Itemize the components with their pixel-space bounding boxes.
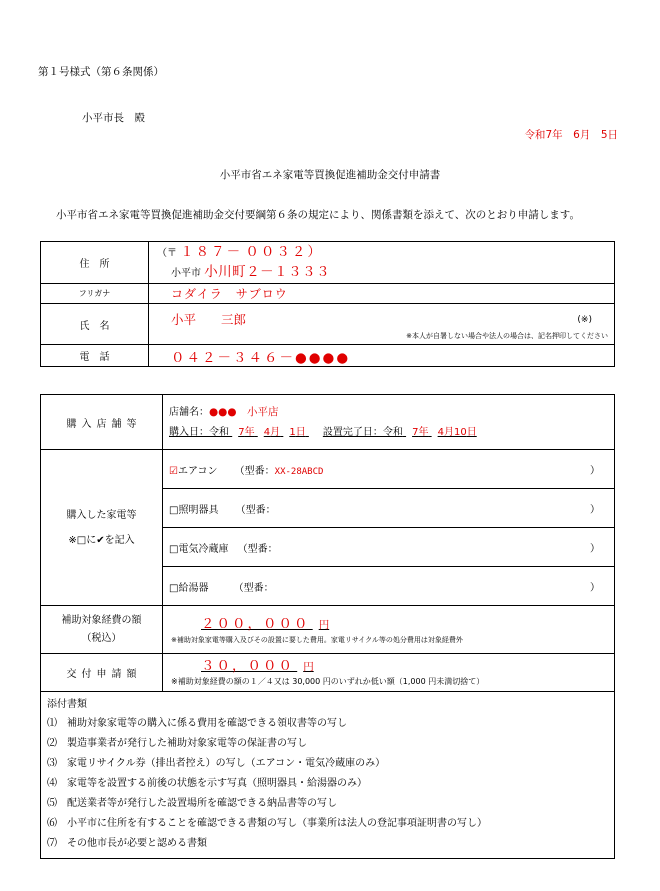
date-month: 6: [573, 129, 580, 141]
attachments-heading: 添付書類: [47, 699, 87, 710]
appliance-label-1: 購入した家電等: [66, 509, 137, 521]
grant-value: ３０，０００: [201, 658, 294, 674]
date-year-unit: 年: [552, 129, 563, 141]
phone-value: ０４２－３４６－●●●●: [171, 349, 351, 366]
postal-first: １８７－: [180, 243, 243, 260]
furigana-label-cell: [41, 284, 149, 304]
install-day: 10: [454, 426, 467, 438]
appliance-label-cell: [41, 450, 163, 606]
grant-label: 交付申請額: [66, 669, 142, 680]
applicant-table: [40, 241, 615, 367]
purchase-date-label: 購入日：令和: [169, 426, 229, 438]
purchase-year-unit: 年: [244, 426, 255, 438]
cost-unit: 円: [318, 618, 330, 631]
date-year: 7: [545, 129, 553, 141]
name-label: 氏 名: [79, 320, 110, 332]
date-month-unit: 月: [579, 129, 591, 141]
date-day: 5: [600, 129, 608, 141]
install-year-unit: 年: [418, 426, 429, 438]
purchase-day: 1: [289, 426, 296, 438]
model-value: XX-28ABCD: [274, 466, 324, 477]
model-close: ）: [590, 582, 600, 594]
attachment-item: ⑺ その他市長が必要と認める書類: [47, 838, 207, 849]
model-label: （型番：: [233, 582, 274, 594]
model-close: ）: [590, 465, 600, 477]
store-cell: [163, 395, 615, 450]
model-label: （型番：: [235, 504, 276, 516]
name-mark: (※): [577, 315, 592, 325]
store-prefix: 店舗名：: [169, 406, 209, 418]
appliance-item-lighting: [163, 489, 615, 528]
postal-second: ００３２）: [245, 243, 323, 260]
name-label-cell: [41, 304, 149, 345]
attachments-cell: [41, 692, 615, 859]
furigana-cell: [149, 284, 615, 304]
attachment-item: ⑶ 家電リサイクル券（排出者控え）の写し（エアコン・電気冷蔵庫のみ）: [47, 758, 386, 769]
model-label: （型番：: [237, 543, 278, 555]
appliance-name: 照明器具: [178, 504, 219, 516]
address-label-cell: [41, 242, 149, 284]
appliance-item-water-heater: [163, 567, 615, 606]
checkbox-checked-icon[interactable]: ☑: [169, 465, 178, 477]
purchase-table: [40, 394, 615, 859]
appliance-name: 電気冷蔵庫: [178, 543, 229, 555]
purchase-year: 7: [238, 426, 245, 438]
store-label-cell: [41, 395, 163, 450]
checkbox-icon[interactable]: □: [169, 543, 179, 555]
install-month-unit: 月: [444, 426, 454, 438]
addressee: 小平市長 殿: [82, 112, 145, 124]
address-city: 小平市: [171, 267, 201, 279]
install-month: 4: [437, 426, 444, 438]
intro-text: 小平市省エネ家電等買換促進補助金交付要綱第６条の規定により、関係書類を添えて、次のとおり申請します。: [56, 209, 580, 221]
appliance-name: エアコン: [177, 465, 218, 477]
purchase-month: 4: [263, 426, 271, 438]
address-cell: [149, 242, 615, 284]
attachment-item: ⑵ 製造事業者が発行した補助対象家電等の保証書の写し: [47, 738, 307, 749]
appliance-item-aircon: [163, 450, 615, 489]
form-number: 第１号様式（第６条関係）: [38, 66, 164, 78]
cost-value: ２００，０００: [201, 615, 310, 632]
grant-note: ※補助対象経費の額の１／４又は 30,000 円のいずれか低い額（1,000 円未満切捨て）: [171, 677, 485, 686]
furigana-value: コダイラ サブロウ: [171, 287, 288, 301]
cost-cell: [163, 606, 615, 654]
grant-unit: 円: [303, 661, 314, 673]
grant-cell: [163, 654, 615, 692]
attachment-item: ⑹ 小平市に住所を有することを確認できる書類の写し（事業所は法人の登記事項証明書の写し）: [47, 818, 487, 829]
date-era: 令和: [524, 129, 546, 141]
cost-label-cell: [41, 606, 163, 654]
model-label: （型番：: [234, 465, 275, 477]
attachments-list: [41, 714, 614, 854]
date-day-unit: 日: [607, 129, 618, 141]
cost-note: ※補助対象家電等購入及びその設置に要した費用。家電リサイクル等の処分費用は対象経費外: [171, 635, 463, 644]
purchase-month-unit: 月: [270, 426, 281, 438]
purchase-day-unit: 日: [295, 426, 306, 438]
store-name: ●●● 小平店: [209, 405, 279, 418]
attachment-item: ⑷ 家電等を設置する前後の状態を示す写真（照明器具・給湯器のみ）: [47, 778, 367, 789]
checkbox-icon[interactable]: □: [169, 504, 179, 516]
checkbox-icon[interactable]: □: [169, 582, 179, 594]
phone-label-cell: [41, 345, 149, 367]
appliance-item-fridge: [163, 528, 615, 567]
name-cell: [149, 304, 615, 345]
install-year: 7: [412, 426, 419, 438]
phone-cell: [149, 345, 615, 367]
document-title: 小平市省エネ家電等買換促進補助金交付申請書: [219, 169, 441, 181]
furigana-label: フリガナ: [78, 289, 111, 298]
name-note: ※本人が自署しない場合や法人の場合は、記名押印してください: [406, 332, 608, 340]
grant-label-cell: [41, 654, 163, 692]
install-day-unit: 日: [466, 426, 477, 438]
model-close: ）: [590, 543, 600, 555]
cost-label-2: （税込）: [81, 632, 122, 644]
attachment-item: ⑸ 配送業者等が発行した設置場所を確認できる納品書等の写し: [47, 798, 337, 809]
postal-prefix: （〒: [157, 247, 177, 259]
install-date-label: 設置完了日：令和: [322, 426, 403, 438]
address-detail: 小川町２－１３３３: [204, 263, 331, 280]
application-date: [524, 127, 618, 142]
appliance-name: 給湯器: [178, 582, 209, 594]
model-close: ）: [590, 504, 600, 516]
name-value: 小平 三郎: [171, 312, 247, 327]
cost-label-1: 補助対象経費の額: [61, 614, 142, 626]
phone-label: 電 話: [79, 352, 110, 363]
attachment-item: ⑴ 補助対象家電等の購入に係る費用を確認できる領収書等の写し: [47, 718, 347, 729]
appliance-label-2: ※□に✔を記入: [68, 534, 135, 546]
address-label: 住 所: [79, 259, 110, 270]
store-label: 購入店舗等: [66, 418, 142, 430]
